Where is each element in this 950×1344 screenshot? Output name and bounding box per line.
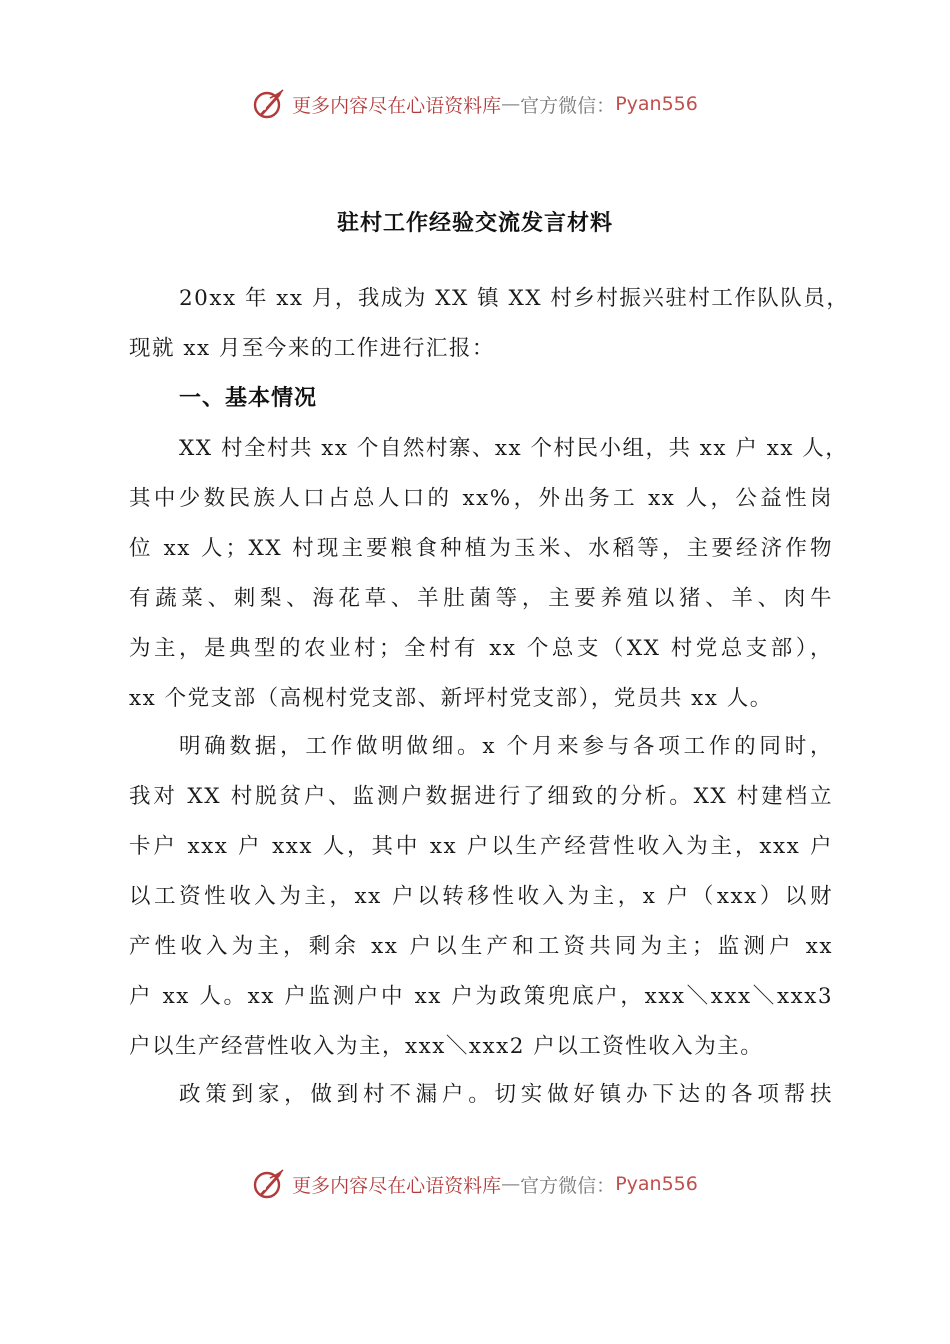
para1-line-3: 位 xx 人；XX 村现主要粮食种植为玉米、水稻等，主要经济作物 [129, 536, 833, 561]
footer-watermark-banner [0, 1164, 950, 1204]
watermark-separator: — [501, 1173, 521, 1195]
document-title: 驻村工作经验交流发言材料 [336, 211, 613, 236]
para2-line-1: 明确数据，工作做明做细。x 个月来参与各项工作的同时， [179, 734, 833, 759]
quill-pen-logo-icon [252, 1166, 288, 1202]
para1-line-5: 为主，是典型的农业村；全村有 xx 个总支（XX 村党总支部）， [129, 636, 833, 661]
section-heading-basic-info: 一、基本情况 [179, 386, 318, 411]
para1-line-4: 有蔬菜、刺梨、海花草、羊肚菌等，主要养殖以猪、羊、肉牛 [129, 586, 833, 611]
header-watermark-banner [0, 84, 950, 124]
para2-line-6: 户 xx 人。xx 户监测户中 xx 户为政策兜底户，xxx＼xxx＼xxx3 [129, 984, 833, 1009]
para2-line-2: 我对 XX 村脱贫户、监测户数据进行了细致的分析。XX 村建档立 [129, 784, 833, 809]
para2-line-7: 户以生产经营性收入为主，xxx＼xxx2 户以工资性收入为主。 [129, 1034, 764, 1059]
policy-paragraph [129, 1070, 833, 1120]
basic-info-paragraph [129, 424, 849, 724]
watermark-brand-text: 更多内容尽在心语资料库 [292, 1174, 502, 1197]
intro-line-2: 现就 xx 月至今来的工作进行汇报： [129, 336, 495, 361]
para3-line-1: 政策到家，做到村不漏户。切实做好镇办下达的各项帮扶 [179, 1082, 833, 1107]
watermark-wechat-id: Pyan556 [615, 93, 698, 115]
watermark-wechat-label: 官方微信： [520, 94, 616, 117]
intro-paragraph [129, 274, 850, 374]
para1-line-6: xx 个党支部（高枧村党支部、新坪村党支部），党员共 xx 人。 [129, 686, 773, 711]
para1-line-1: XX 村全村共 xx 个自然村寨、xx 个村民小组，共 xx 户 xx 人， [179, 436, 849, 461]
para2-line-5: 产性收入为主，剩余 xx 户以生产和工资共同为主；监测户 xx [129, 934, 833, 959]
para1-line-2: 其中少数民族人口占总人口的 xx%，外出务工 xx 人，公益性岗 [129, 486, 833, 511]
intro-line-1: 20xx 年 xx 月，我成为 XX 镇 XX 村乡村振兴驻村工作队队员， [179, 286, 850, 311]
watermark-separator: — [501, 93, 521, 115]
para2-line-4: 以工资性收入为主，xx 户以转移性收入为主，x 户（xxx）以财 [129, 884, 833, 909]
watermark-brand-text: 更多内容尽在心语资料库 [292, 94, 502, 117]
data-analysis-paragraph [129, 722, 833, 1072]
watermark-wechat-id: Pyan556 [615, 1173, 698, 1195]
watermark-wechat-label: 官方微信： [520, 1174, 616, 1197]
quill-pen-logo-icon [252, 86, 288, 122]
para2-line-3: 卡户 xxx 户 xxx 人，其中 xx 户以生产经营性收入为主，xxx 户 [129, 834, 833, 859]
